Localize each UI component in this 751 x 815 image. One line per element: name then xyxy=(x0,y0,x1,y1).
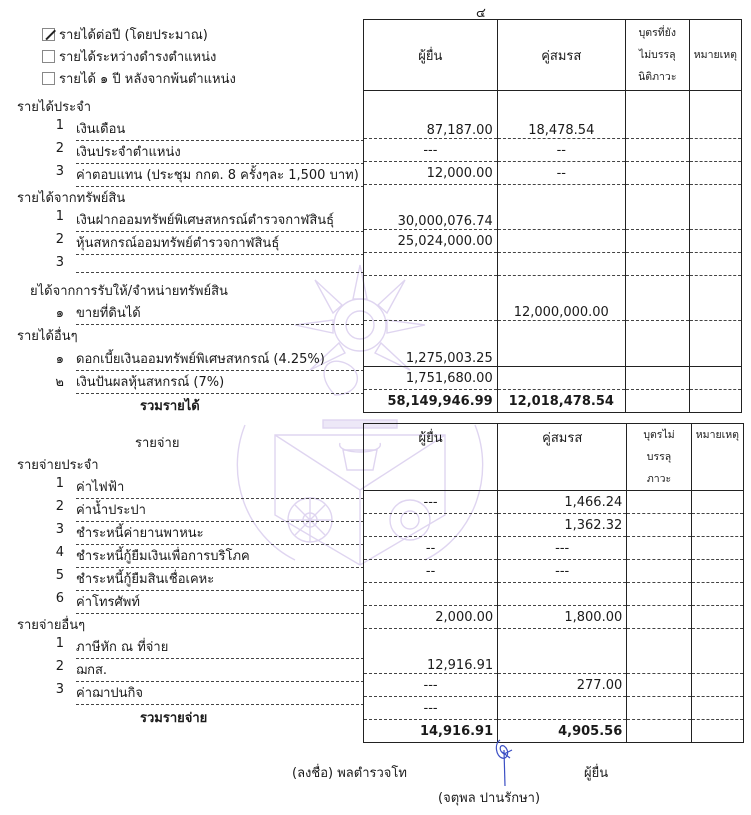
cell-spouse xyxy=(498,583,627,606)
item-number: 3 xyxy=(55,255,64,270)
cell-children xyxy=(627,629,691,674)
income-item xyxy=(38,141,364,164)
cell-filer xyxy=(364,514,498,537)
cell-children xyxy=(627,560,691,583)
table-row xyxy=(364,253,742,276)
item-label: ค่าโทรศัพท์ xyxy=(76,591,364,614)
cell-children xyxy=(625,321,689,367)
expense-item xyxy=(38,545,364,568)
table-row xyxy=(364,185,742,230)
cell-filer: -- xyxy=(364,537,498,560)
item-number: 2 xyxy=(55,659,64,674)
cell-children xyxy=(625,162,689,185)
item-number: 1 xyxy=(55,636,64,651)
header-filer: ผู้ยื่น xyxy=(364,424,498,491)
table-row xyxy=(364,606,744,629)
cell-spouse xyxy=(497,367,625,390)
cell-spouse xyxy=(497,321,625,367)
income-item xyxy=(38,118,364,141)
income-total-row xyxy=(364,390,742,413)
expense-table xyxy=(363,423,744,743)
cell-spouse xyxy=(498,629,627,674)
item-number: 1 xyxy=(55,209,64,224)
item-number: 3 xyxy=(55,522,64,537)
cell-spouse: --- xyxy=(498,560,627,583)
cell-filer: 1,751,680.00 xyxy=(364,367,498,390)
cell-filer: 1,275,003.25 xyxy=(364,321,498,367)
cell-filer: 2,000.00 xyxy=(364,606,498,629)
expense-item xyxy=(38,682,364,705)
total-filer: 58,149,946.99 xyxy=(364,390,498,413)
total-spouse: 12,018,478.54 xyxy=(497,390,625,413)
item-label: เงินประจำตำแหน่ง xyxy=(76,141,364,164)
cell-filer: 87,187.00 xyxy=(364,91,498,139)
cell-filer xyxy=(364,253,498,276)
header-children-line: บุตรที่ยัง xyxy=(638,27,676,39)
cell-spouse: 1,800.00 xyxy=(498,606,627,629)
item-label: หุ้นสหกรณ์ออมทรัพย์ตำรวจกาฬสินธุ์ xyxy=(76,232,364,255)
cell-spouse: --- xyxy=(498,537,627,560)
cell-remarks xyxy=(689,139,741,162)
cell-children xyxy=(625,185,689,230)
item-number: 5 xyxy=(55,568,64,583)
header-children xyxy=(627,424,691,491)
checkbox-checked-icon[interactable] xyxy=(42,28,55,41)
item-number: 6 xyxy=(55,591,64,606)
income-item xyxy=(38,164,364,187)
cell-children xyxy=(625,139,689,162)
income-table xyxy=(363,19,742,413)
cell-remarks xyxy=(689,185,741,230)
item-number: 4 xyxy=(55,545,64,560)
item-number: 2 xyxy=(55,141,64,156)
page-number: ๔ xyxy=(476,6,486,21)
signature-prefix: (ลงชื่อ) พลตำรวจโท xyxy=(292,766,407,781)
cell-remarks xyxy=(691,697,743,720)
income-table-header xyxy=(364,20,742,91)
cell-remarks xyxy=(691,674,743,697)
cell-remarks xyxy=(689,367,741,390)
cell-children xyxy=(627,491,691,514)
section-title-other-income: รายได้อื่นๆ xyxy=(17,329,78,344)
item-number: 2 xyxy=(55,499,64,514)
checkbox-icon[interactable] xyxy=(42,50,55,63)
income-item xyxy=(38,255,364,273)
cell-filer: 12,000.00 xyxy=(364,162,498,185)
cell-children xyxy=(627,583,691,606)
item-label: ฌกส. xyxy=(76,659,364,682)
item-label: ค่าตอบแทน (ประชุม กกต. 8 ครั้งๆละ 1,500 บาท) xyxy=(76,164,364,187)
header-children-line: ไม่บรรลุ xyxy=(638,49,676,61)
cell-remarks xyxy=(691,560,743,583)
table-row xyxy=(364,583,744,606)
legend-annual-income[interactable] xyxy=(42,24,208,45)
table-row xyxy=(364,560,744,583)
header-children-line: ภาวะ xyxy=(646,473,672,485)
header-spouse: คู่สมรส xyxy=(497,20,625,91)
cell-filer xyxy=(364,583,498,606)
cell-children xyxy=(627,674,691,697)
cell-remarks xyxy=(689,390,741,413)
total-spouse: 4,905.56 xyxy=(498,720,627,743)
cell-remarks xyxy=(691,720,743,743)
expense-item xyxy=(38,499,364,522)
cell-remarks xyxy=(689,253,741,276)
table-row xyxy=(364,674,744,697)
cell-spouse: 1,466.24 xyxy=(498,491,627,514)
item-label: เงินฝากออมทรัพย์พิเศษสหกรณ์ตำรวจกาฬสินธุ์ xyxy=(76,209,364,232)
cell-children xyxy=(625,230,689,253)
cell-children xyxy=(627,537,691,560)
cell-spouse: 1,362.32 xyxy=(498,514,627,537)
table-row xyxy=(364,514,744,537)
cell-remarks xyxy=(689,230,741,253)
table-row xyxy=(364,697,744,720)
cell-children xyxy=(627,514,691,537)
cell-filer: 25,024,000.00 xyxy=(364,230,498,253)
cell-spouse: 18,478.54 xyxy=(497,91,625,139)
cell-children xyxy=(625,253,689,276)
cell-filer: --- xyxy=(364,674,498,697)
expense-item xyxy=(38,568,364,591)
item-label: ชำระหนี้กู้ยืมสินเชื่อเคหะ xyxy=(76,568,364,591)
cell-filer: --- xyxy=(364,139,498,162)
header-filer: ผู้ยื่น xyxy=(364,20,498,91)
cell-children xyxy=(625,367,689,390)
expense-total-label: รวมรายจ่าย xyxy=(140,711,208,726)
item-number: 1 xyxy=(55,476,64,491)
cell-filer: 30,000,076.74 xyxy=(364,185,498,230)
item-number: ๒ xyxy=(55,375,64,390)
expense-table-header xyxy=(364,424,744,491)
header-children-line: บุตรไม่บรรลุ xyxy=(643,429,675,463)
cell-remarks xyxy=(689,91,741,139)
cell-children xyxy=(625,276,689,321)
item-label: ขายที่ดินได้ xyxy=(76,302,364,325)
expense-item xyxy=(38,591,364,614)
item-label: ค่าไฟฟ้า xyxy=(76,476,364,499)
item-label: เงินเดือน xyxy=(76,118,364,141)
income-item xyxy=(38,302,364,325)
cell-remarks xyxy=(691,629,743,674)
legend-income-after-office[interactable] xyxy=(42,68,236,89)
legend-label: รายได้ต่อปี (โดยประมาณ) xyxy=(59,28,208,43)
checkbox-icon[interactable] xyxy=(42,72,55,85)
cell-filer: --- xyxy=(364,491,498,514)
table-row xyxy=(364,491,744,514)
table-row xyxy=(364,321,742,367)
income-item xyxy=(38,209,364,232)
table-row xyxy=(364,276,742,321)
expense-total-row xyxy=(364,720,744,743)
section-title-transfer-income: ยได้จากการรับให้/จำหน่ายทรัพย์สิน xyxy=(30,284,228,299)
cell-children xyxy=(625,91,689,139)
cell-remarks xyxy=(689,276,741,321)
income-item xyxy=(38,371,364,394)
expense-item xyxy=(38,636,364,659)
cell-children xyxy=(627,720,691,743)
cell-spouse: -- xyxy=(497,162,625,185)
section-title-regular-income: รายได้ประจำ xyxy=(17,100,92,115)
total-filer: 14,916.91 xyxy=(364,720,498,743)
item-label xyxy=(76,255,364,273)
item-number: 3 xyxy=(55,682,64,697)
item-label: ชำระหนี้กู้ยืมเงินเพื่อการบริโภค xyxy=(76,545,364,568)
cell-spouse xyxy=(497,230,625,253)
handwritten-signature-icon xyxy=(490,736,520,788)
header-spouse: คู่สมรส xyxy=(498,424,627,491)
section-title-regular-expense: รายจ่ายประจำ xyxy=(17,458,99,473)
cell-remarks xyxy=(691,491,743,514)
income-item xyxy=(38,232,364,255)
header-children-line: นิติภาวะ xyxy=(638,71,677,83)
cell-remarks xyxy=(691,606,743,629)
signatory-name: (จตุพล ปานรักษา) xyxy=(438,791,541,806)
section-title-asset-income: รายได้จากทรัพย์สิน xyxy=(17,191,126,206)
header-remarks: หมายเหตุ xyxy=(689,20,741,91)
item-label: ค่าน้ำประปา xyxy=(76,499,364,522)
cell-children xyxy=(627,606,691,629)
item-label: ภาษีหัก ณ ที่จ่าย xyxy=(76,636,364,659)
legend-income-in-office[interactable] xyxy=(42,46,216,67)
cell-remarks xyxy=(691,514,743,537)
cell-spouse: 277.00 xyxy=(498,674,627,697)
cell-filer xyxy=(364,276,498,321)
cell-filer: 12,916.91 xyxy=(364,629,498,674)
income-total-label: รวมรายได้ xyxy=(140,399,200,414)
item-label: ชำระหนี้ค่ายานพาหนะ xyxy=(76,522,364,545)
legend-label: รายได้ ๑ ปี หลังจากพ้นตำแหน่ง xyxy=(59,72,236,87)
header-children xyxy=(625,20,689,91)
table-row xyxy=(364,162,742,185)
section-title-other-expense: รายจ่ายอื่นๆ xyxy=(17,618,86,633)
cell-remarks xyxy=(689,162,741,185)
expense-item xyxy=(38,476,364,499)
cell-spouse xyxy=(497,185,625,230)
cell-spouse xyxy=(497,253,625,276)
cell-spouse xyxy=(498,697,627,720)
cell-children xyxy=(625,390,689,413)
cell-spouse: -- xyxy=(497,139,625,162)
table-row xyxy=(364,367,742,390)
cell-remarks xyxy=(691,583,743,606)
item-number: 2 xyxy=(55,232,64,247)
table-row xyxy=(364,91,742,139)
cell-remarks xyxy=(691,537,743,560)
item-label: เงินปันผลหุ้นสหกรณ์ (7%) xyxy=(76,371,364,394)
cell-remarks xyxy=(689,321,741,367)
cell-spouse: 12,000,000.00 xyxy=(497,276,625,321)
table-row xyxy=(364,629,744,674)
legend-label: รายได้ระหว่างดำรงตำแหน่ง xyxy=(59,50,217,65)
signature-role: ผู้ยื่น xyxy=(584,766,609,781)
cell-filer: -- xyxy=(364,560,498,583)
item-number: 3 xyxy=(55,164,64,179)
header-remarks: หมายเหตุ xyxy=(691,424,743,491)
item-number: ๑ xyxy=(55,352,64,367)
expense-item xyxy=(38,522,364,545)
table-row xyxy=(364,139,742,162)
item-label: ดอกเบี้ยเงินออมทรัพย์พิเศษสหกรณ์ (4.25%) xyxy=(76,348,364,371)
cell-children xyxy=(627,697,691,720)
item-number: 1 xyxy=(55,118,64,133)
expense-item xyxy=(38,659,364,682)
table-row xyxy=(364,230,742,253)
table-row xyxy=(364,537,744,560)
item-number: ๑ xyxy=(55,306,64,321)
income-item xyxy=(38,348,364,371)
expense-heading: รายจ่าย xyxy=(135,436,180,451)
cell-filer: --- xyxy=(364,697,498,720)
item-label: ค่าฌาปนกิจ xyxy=(76,682,364,705)
